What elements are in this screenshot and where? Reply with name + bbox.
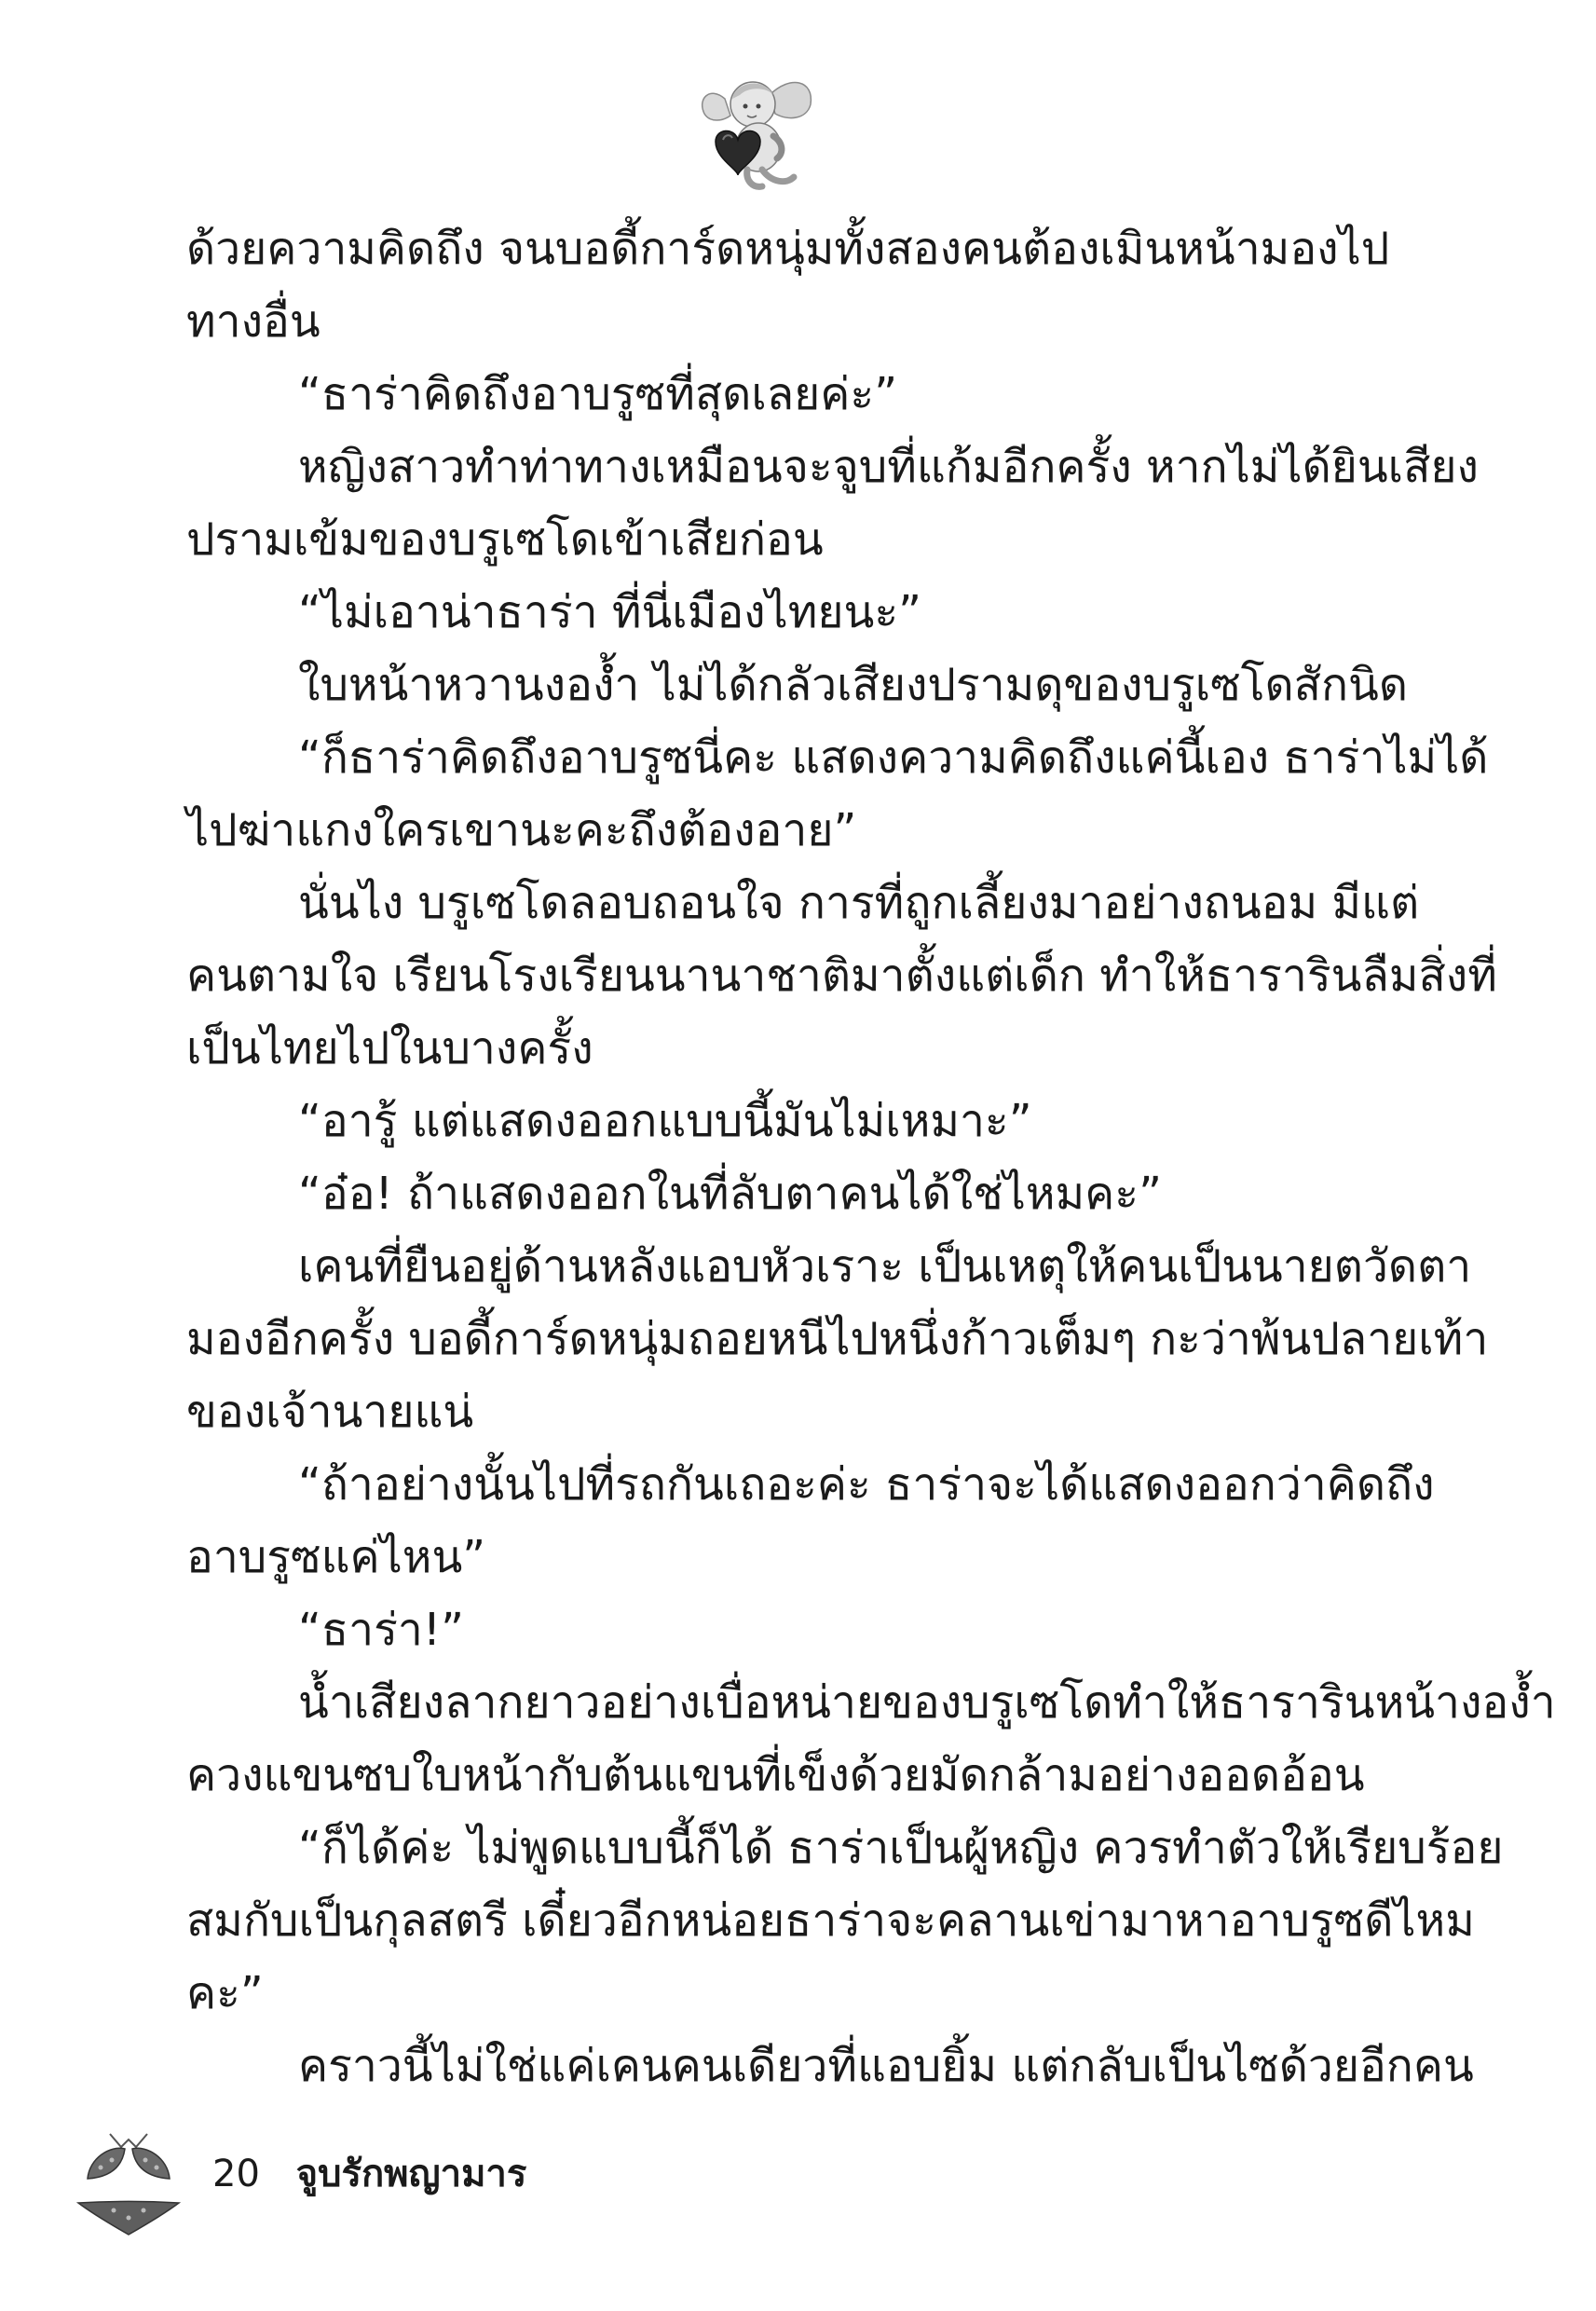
text-line: ใบหน้าหวานงอง้ำ ไม่ได้กลัวเสียงปรามดุของบรูเซโดสักนิด — [298, 659, 1408, 711]
text-line: สมกับเป็นกุลสตรี เดี๋ยวอีกหน่อยธาร่าจะคลานเข่ามาหาอาบรูซดีไหม — [186, 1894, 1475, 1947]
page-number: 20 — [212, 2153, 260, 2195]
text-line: ของเจ้านายแน่ — [186, 1386, 474, 1438]
text-line: ปรามเข้มของบรูเซโดเข้าเสียก่อน — [186, 513, 824, 566]
text-line: คนตามใจ เรียนโรงเรียนนานาชาติมาตั้งแต่เด็ก ทำให้ธารารินลืมสิ่งที่ — [186, 950, 1497, 1002]
text-line: “ธาร่า!” — [298, 1604, 464, 1656]
text-line: “อารู้ แต่แสดงออกแบบนี้มันไม่เหมาะ” — [298, 1095, 1032, 1147]
text-line: ทางอื่น — [186, 295, 321, 348]
text-line: เป็นไทยไปในบางครั้ง — [186, 1022, 593, 1074]
text-line: “ธาร่าคิดถึงอาบรูซที่สุดเลยค่ะ” — [298, 368, 898, 420]
text-line: นั่นไง บรูเซโดลอบถอนใจ การที่ถูกเลี้ยงมาอย่างถนอม มีแต่ — [298, 877, 1420, 929]
text-line: “ไม่เอาน่าธาร่า ที่นี่เมืองไทยนะ” — [298, 586, 921, 638]
text-line: ไปฆ่าแกงใครเขานะคะถึงต้องอาย” — [186, 804, 857, 856]
cupid-with-heart-icon — [697, 67, 818, 198]
text-line: มองอีกครั้ง บอดี้การ์ดหนุ่มถอยหนีไปหนึ่งก้าวเต็มๆ กะว่าพ้นปลายเท้า — [186, 1313, 1489, 1365]
text-line: “ก็ได้ค่ะ ไม่พูดแบบนี้ก็ได้ ธาร่าเป็นผู้หญิง ควรทำตัวให้เรียบร้อย — [298, 1822, 1504, 1874]
text-line: “อ๋อ! ถ้าแสดงออกในที่ลับตาคนได้ใช่ไหมคะ” — [298, 1168, 1162, 1220]
text-line: คะ” — [186, 1967, 264, 2019]
text-line: คราวนี้ไม่ใช่แค่เคนคนเดียวที่แอบยิ้ม แต่กลับเป็นไซด้วยอีกคน — [298, 2040, 1474, 2092]
text-line: หญิงสาวทำท่าทางเหมือนจะจูบที่แก้มอีกครั้ง หากไม่ได้ยินเสียง — [298, 441, 1479, 493]
bikini-icon — [73, 2125, 184, 2236]
text-line: “ถ้าอย่างนั้นไปที่รถกันเถอะค่ะ ธาร่าจะได้แสดงออกว่าคิดถึง — [298, 1458, 1435, 1511]
text-line: น้ำเสียงลากยาวอย่างเบื่อหน่ายของบรูเซโดทำให้ธารารินหน้างอง้ำ — [298, 1676, 1556, 1729]
body-text — [186, 212, 1556, 2102]
page-footer — [212, 2151, 526, 2197]
book-title: จูบรักพญามาร — [295, 2153, 527, 2195]
text-line: “ก็ธาร่าคิดถึงอาบรูซนี่คะ แสดงความคิดถึงแค่นี้เอง ธาร่าไม่ได้ — [298, 732, 1489, 784]
text-line: ควงแขนซบใบหน้ากับต้นแขนที่เข็งด้วยมัดกล้ามอย่างออดอ้อน — [186, 1749, 1365, 1801]
text-line: ด้วยความคิดถึง จนบอดี้การ์ดหนุ่มทั้งสองคนต้องเมินหน้ามองไป — [186, 223, 1390, 275]
text-line: อาบรูซแค่ไหน” — [186, 1531, 486, 1583]
text-line: เคนที่ยืนอยู่ด้านหลังแอบหัวเราะ เป็นเหตุให้คนเป็นนายตวัดตา — [298, 1240, 1472, 1292]
